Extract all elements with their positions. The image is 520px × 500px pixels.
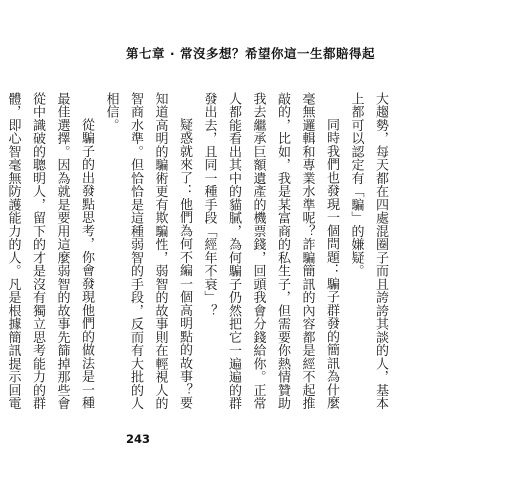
paragraph-2: 同時我們也發現一個問題：騙子群發的簡訊為什麼毫無邏輯和專業水準呢？詐騙簡訊的內容都是經不起推敲的，比如，我是某富商的私生子，但需要你熱情贊助我去繼承巨額遺產的機票錢，回頭我會分錢給你。正常人都能看出其中的貓膩，為何騙子仍然把它一遍遍的群發出去，且同一種手段「經年不衰」？	[201, 92, 339, 410]
page-number: 243	[126, 432, 151, 446]
body-text	[0, 92, 392, 420]
paragraph-1: 大趨勢，每天都在四處混圈子而且誇誇其談的人，基本上都可以認定有「騙」的嫌疑。	[348, 92, 388, 410]
paragraph-3: 疑惑就來了：他們為何不編一個高明點的故事？要知道高明的騙術更有欺騙性，弱智的故事則在輕視人的智商水準。但恰恰是這種弱智的手段，反而有大批的人相信。	[103, 92, 192, 410]
chapter-header: 第七章 · 常沒多想？希望你這一生都賠得起	[126, 46, 375, 61]
paragraph-4: 從騙子的出發點思考，你會發現他們的做法是一種最佳選擇。因為就是要用這麼弱智的故事先篩掉那些會從中識破的聰明人，留下的才是沒有獨立思考能力的群體，即心智毫無防護能力的人。凡是根據簡訊提示回電	[5, 92, 94, 410]
